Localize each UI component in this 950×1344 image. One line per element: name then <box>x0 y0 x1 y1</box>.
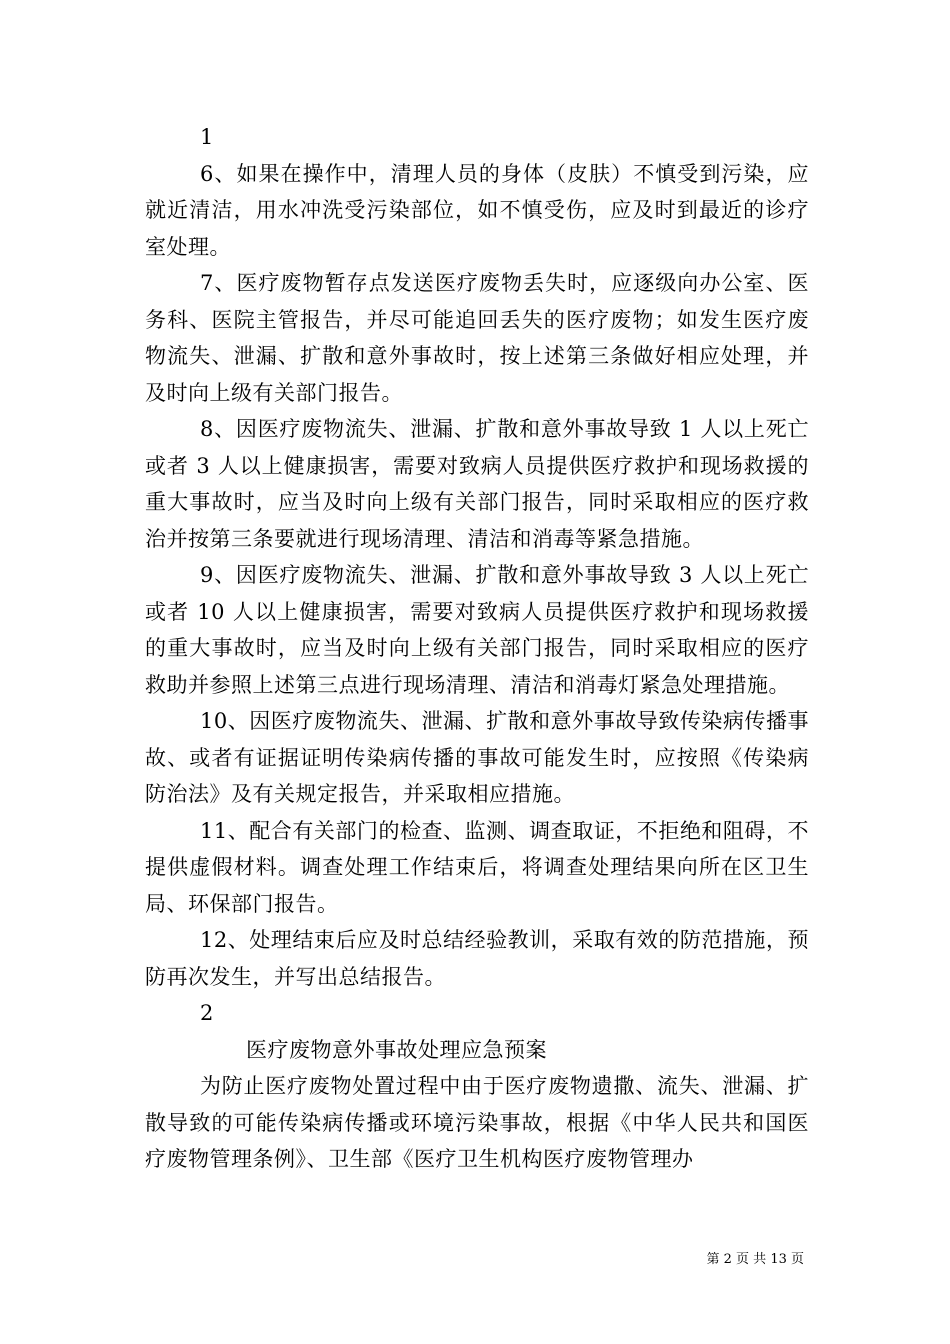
paragraph-item-8: 8、因医疗废物流失、泄漏、扩散和意外事故导致 1 人以上死亡或者 3 人以上健康损害，需要对致病人员提供医疗救护和现场救援的重大事故时，应当及时向上级有关部门报告，同时采取相应的医疗救治并按第三条要就进行现场清理、清洁和消毒等紧急措施。 <box>145 417 809 551</box>
paragraph-item-7: 7、医疗废物暂存点发送医疗废物丢失时，应逐级向办公室、医务科、医院主管报告，并尽可能追回丢失的医疗废物；如发生医疗废物流失、泄漏、扩散和意外事故时，按上述第三条做好相应处理，并及时向上级有关部门报告。 <box>145 271 809 405</box>
paragraph-item-12: 12、处理结束后应及时总结经验教训，采取有效的防范措施，预防再次发生，并写出总结报告。 <box>145 928 809 989</box>
page-footer <box>0 1251 950 1269</box>
page-number-indicator: 第 2 页 共 13 页 <box>706 1252 804 1267</box>
section-marker-1: 1 <box>200 125 214 149</box>
paragraph-item-9: 9、因医疗废物流失、泄漏、扩散和意外事故导致 3 人以上死亡或者 10 人以上健康损害，需要对致病人员提供医疗救护和现场救援的重大事故时，应当及时向上级有关部门报告，同时采取相应的医疗救助并参照上述第三点进行现场清理、清洁和消毒灯紧急处理措施。 <box>145 563 809 697</box>
section-marker-2: 2 <box>200 1001 214 1025</box>
paragraph-intro: 为防止医疗废物处置过程中由于医疗废物遗撒、流失、泄漏、扩散导致的可能传染病传播或环境污染事故，根据《中华人民共和国医疗废物管理条例》、卫生部《医疗卫生机构医疗废物管理办 <box>145 1074 809 1171</box>
section-heading: 医疗废物意外事故处理应急预案 <box>246 1037 547 1062</box>
document-body <box>145 119 809 1178</box>
paragraph-item-6: 6、如果在操作中，清理人员的身体（皮肤）不慎受到污染，应就近清洁，用水冲洗受污染部位，如不慎受伤，应及时到最近的诊疗室处理。 <box>145 161 809 259</box>
paragraph-item-11: 11、配合有关部门的检查、监测、调查取证，不拒绝和阻碍，不提供虚假材料。调查处理工作结束后，将调查处理结果向所在区卫生局、环保部门报告。 <box>145 818 809 916</box>
paragraph-item-10: 10、因医疗废物流失、泄漏、扩散和意外事故导致传染病传播事故、或者有证据证明传染病传播的事故可能发生时，应按照《传染病防治法》及有关规定报告，并采取相应措施。 <box>145 709 809 806</box>
